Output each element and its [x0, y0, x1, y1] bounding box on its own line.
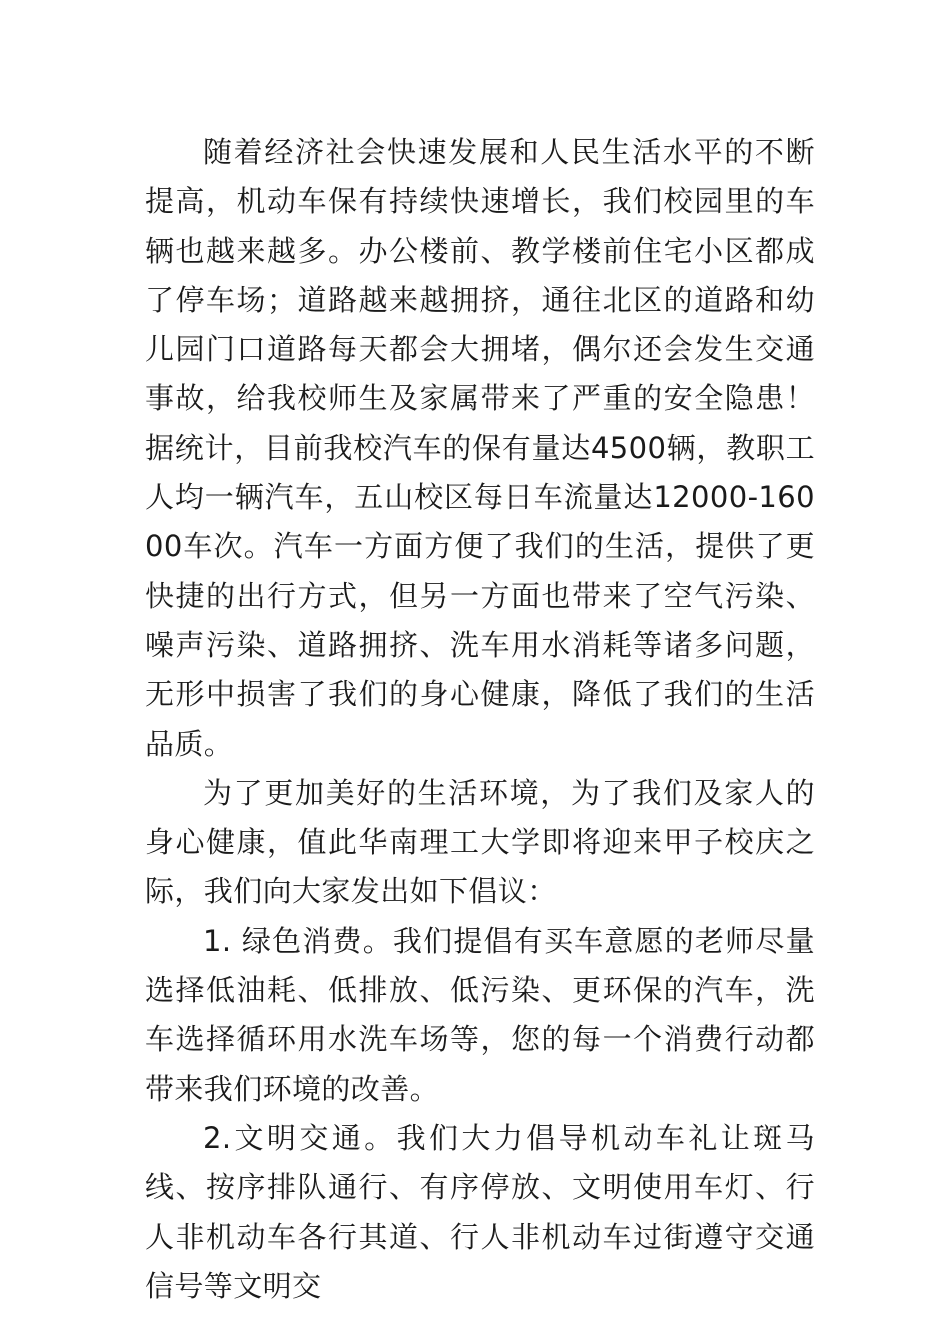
paragraph-item-1: 1. 绿色消费。我们提倡有买车意愿的老师尽量选择低油耗、低排放、低污染、更环保的汽车，洗车选择循环用水洗车场等，您的每一个消费行动都带来我们环境的改善。 [145, 923, 815, 1106]
paragraph-appeal: 为了更加美好的生活环境，为了我们及家人的身心健康，值此华南理工大学即将迎来甲子校庆之际，我们向大家发出如下倡议： [145, 775, 815, 909]
document-body [145, 128, 815, 1311]
paragraph-intro: 随着经济社会快速发展和人民生活水平的不断提高，机动车保有持续快速增长，我们校园里的车辆也越来越多。办公楼前、教学楼前住宅小区都成了停车场；道路越来越拥挤，通往北区的道路和幼儿园门口道路每天都会大拥堵，偶尔还会发生交通事故，给我校师生及家属带来了严重的安全隐患！据统计，目前我校汽车的保有量达4500辆，教职工人均一辆汽车，五山校区每日车流量达12000-16000车次。汽车一方面方便了我们的生活，提供了更快捷的出行方式，但另一方面也带来了空气污染、噪声污染、道路拥挤、洗车用水消耗等诸多问题，无形中损害了我们的身心健康，降低了我们的生活品质。 [145, 135, 815, 761]
paragraph-item-2: 2.文明交通。我们大力倡导机动车礼让斑马线、按序排队通行、有序停放、文明使用车灯、行人非机动车各行其道、行人非机动车过街遵守交通信号等文明交 [145, 1120, 815, 1303]
